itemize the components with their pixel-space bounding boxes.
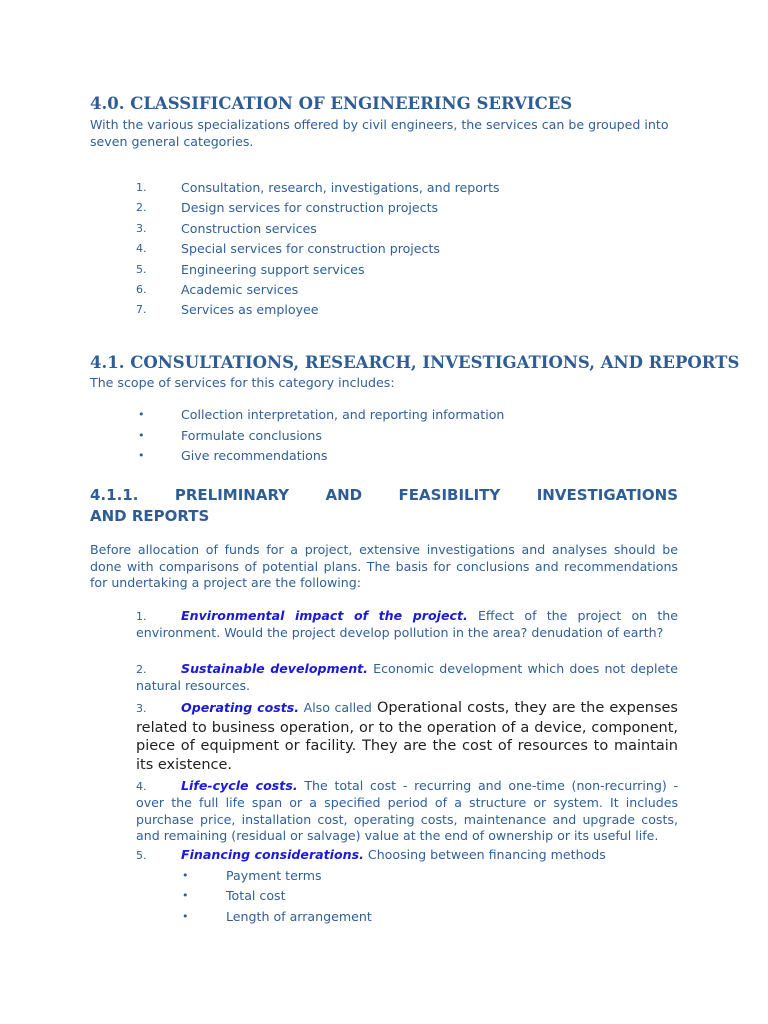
section-heading-4-0: 4.0. CLASSIFICATION OF ENGINEERING SERVICES (90, 94, 573, 113)
heading-line-1: 4.1.1. PRELIMINARY AND FEASIBILITY INVESTIGATIONS (90, 486, 678, 504)
section-intro-4-1: The scope of services for this category includes: (90, 375, 395, 390)
list-item-life-cycle-costs: 4. Life-cycle costs. The total cost - recurring and one-time (non-recurring) - over the full life span or a specified period of a structure or system. It includes purchase price, installation cost, operating costs, maintenance and upgrade costs, and remaining (residual or salvage) value at the end of ownership or its useful life. (136, 778, 678, 844)
list-item-sustainable-development: 2. Sustainable development. Economic development which does not deplete natural resources. (136, 661, 678, 694)
section-intro-4-1-1: Before allocation of funds for a project, extensive investigations and analyses should be done with comparisons of potential plans. The basis for conclusions and recommendations for undertaking a project are the following: (90, 542, 678, 590)
list-item-environmental-impact: 1. Environmental impact of the project. Effect of the project on the environment. Would the project develop pollution in the area? denudation of earth? (136, 608, 678, 641)
heading-line-2: AND REPORTS (90, 507, 210, 525)
list-item-financing-considerations: 5. Financing considerations. Choosing between financing methods (136, 847, 606, 862)
section-intro-4-0: With the various specializations offered by civil engineers, the services can be grouped into seven general categories. (90, 117, 669, 149)
document-page: 4.0. CLASSIFICATION OF ENGINEERING SERVICES With the various specializations offered by civil engineers, the services can be grouped into seven general categories. 1. Consultation, research, investigations, and reports 2. Design services for construction projects 3. Construction services 4. Special services for construction projects 5. Engineering support services 6. Academic services 7. Services as employee 4.1. CONSULTATIONS, RESEARCH, INVESTIGATIONS, AND REPORTS The scope of services for this category includes: • Collection interpretation, and reporting information • Formulate conclusions • Give recommendations 4.1.1. PRELIMINARY AND FEASIBILITY INVESTIGATIONS AND REPORTS Before allocation of funds for a project, extensive investigations and analyses should be done with comparisons of potential plans. The basis for conclusions and recommendations for undertaking a project are the following: 1. Environmental impact of the project. Effect of the project on the environment. Would the project develop pollution in the area? denudation of earth? 2. Sustainable development. Economic development which does not deplete natural resources. 3. Operating costs. Also called Operational costs, they are the expenses related to business operation, or to the operation of a device, component, piece of equipment or facility. They are the cost of resources to maintain its existence. 4. Life-cycle costs. The total cost - recurring and one-time (non-recurring) - over the full life span or a specified period of a structure or system. It includes purchase price, installation cost, operating costs, maintenance and upgrade costs, and remaining (residual or salvage) value at the end of ownership or its useful life. 5. Financing considerations. Choosing between financing methods • Payment terms • Total cost • Length of arrangement (90, 94, 740, 924)
section-heading-4-1: 4.1. CONSULTATIONS, RESEARCH, INVESTIGATIONS, AND REPORTS (90, 353, 740, 372)
section-heading-4-1-1 (90, 485, 678, 527)
list-item-operating-costs: 3. Operating costs. Also called Operational costs, they are the expenses related to business operation, or to the operation of a device, component, piece of equipment or facility. They are the cost of resources to maintain its existence. (136, 700, 678, 773)
